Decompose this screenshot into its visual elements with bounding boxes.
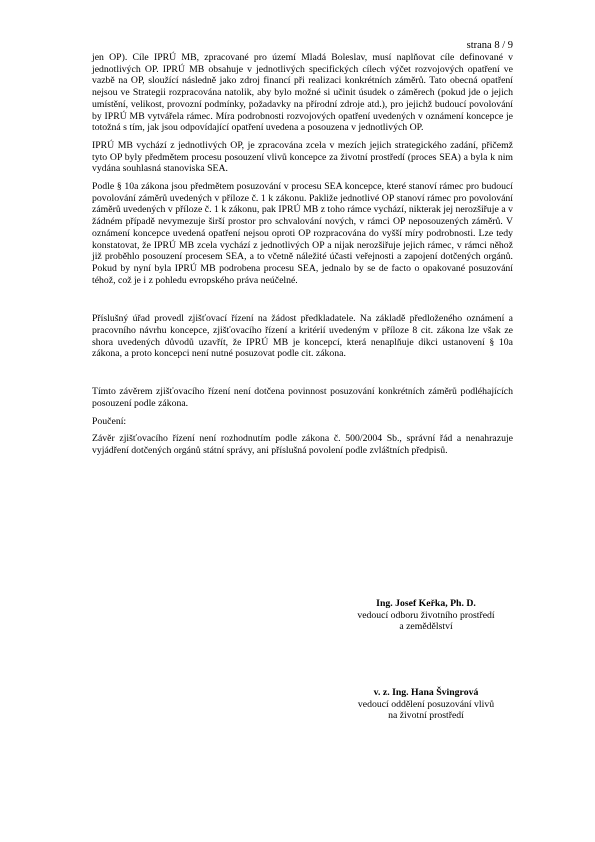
paragraph-section-10a: Podle § 10a zákona jsou předmětem posuzování v procesu SEA koncepce, které stanoví rámec pro budoucí povolování záměrů uvedených v příloze č. 1 k zákonu. Pakliže jednotlivé OP stanoví rámec pro povolování záměrů uvedených v příloze č. 1 k zákonu, pak IPRÚ MB z toho rámce vychází, nikterak jej nerozšiřuje a v žádném případě nevymezuje širší prostor pro schvalování nových, v rámci OP neposouzených záměrů. V oznámení koncepce uvedená opatření nejsou oproti OP rozpracována do vyšší míry podrobnosti. Lze tedy konstatovat, že IPRÚ MB zcela vychází z jednotlivých OP a nijak nerozšiřuje jejich rámec, v rámci něhož již proběhlo posouzení procesem SEA, a to včetně náležité účasti veřejnosti a zapojení dotčených orgánů. Pokud by nyní byla IPRÚ MB podrobena procesu SEA, jednalo by se de facto o opakované posuzování téhož, což je i z pohledu evropského práva neúčelné. (92, 181, 513, 286)
paragraph-op-goals: jen OP). Cíle IPRÚ MB, zpracované pro území Mladá Boleslav, musí naplňovat cíle definované v jednotlivých OP. IPRÚ MB obsahuje v jednotlivých specifických cílech výčet rozvojových opatření ve vazbě na OP, sloužící následně jako zdroj financí při realizaci konkrétních záměrů. Tato obecná opatření nejsou ve Strategii rozpracována natolik, aby bylo možné si učinit úsudek o záměrech (pokud jde o jejich umístění, velikost, provozní podmínky, požadavky na přírodní zdroje atd.), pro jejichž budoucí povolování by IPRÚ MB vytvářela rámec. Míra podrobnosti rozvojových opatření uvedených v oznámení koncepce je totožná s tím, jak jsou odpovídající opatření uvedena a posouzena v jednotlivých OP. (92, 52, 513, 134)
paragraph-obligation: Tímto závěrem zjišťovacího řízení není dotčena povinnost posuzování konkrétních záměrů podléhajících posouzení podle zákona. (92, 386, 513, 409)
signature-block-svingrova (296, 687, 556, 722)
paragraph-op-sea: IPRÚ MB vychází z jednotlivých OP, je zpracována zcela v mezích jejich strategického zadání, přičemž tyto OP byly předmětem procesu posouzení vlivů koncepce za životní prostředí (proces SEA) a byla k nim vydána souhlasná stanoviska SEA. (92, 139, 513, 175)
signature-block-kerka (296, 598, 556, 633)
paragraph-conclusion: Příslušný úřad provedl zjišťovací řízení na žádost předkladatele. Na základě předloženého oznámení a pracovního návrhu koncepce, zjišťovacího řízení a kritérií uvedeným v příloze 8 cit. zákona lze však ze shora uvedených důvodů uzavřít, že IPRÚ MB je koncepcí, která nenaplňuje dikci ustanovení § 10a zákona, a proto koncepci není nutné posuzovat podle cit. zákona. (92, 313, 513, 360)
signatory-role: vedoucí odboru životního prostředí (357, 609, 495, 621)
signatory-name: Ing. Josef Keřka, Ph. D. (376, 598, 476, 609)
page-number: strana 8 / 9 (466, 40, 513, 51)
signatory-role: a zemědělství (399, 621, 453, 633)
signatory-role: na životní prostředí (388, 710, 464, 722)
instruction-heading: Poučení: (92, 415, 127, 427)
paragraph-instruction: Závěr zjišťovacího řízení není rozhodnutím podle zákona č. 500/2004 Sb., správní řád a nenahrazuje vyjádření dotčených orgánů státní správy, ani příslušná povolení podle zvláštních předpisů. (92, 433, 513, 456)
signatory-role: vedoucí oddělení posuzování vlivů (357, 698, 495, 710)
document-body (92, 52, 513, 457)
signatory-name: v. z. Ing. Hana Švingrová (373, 687, 479, 698)
